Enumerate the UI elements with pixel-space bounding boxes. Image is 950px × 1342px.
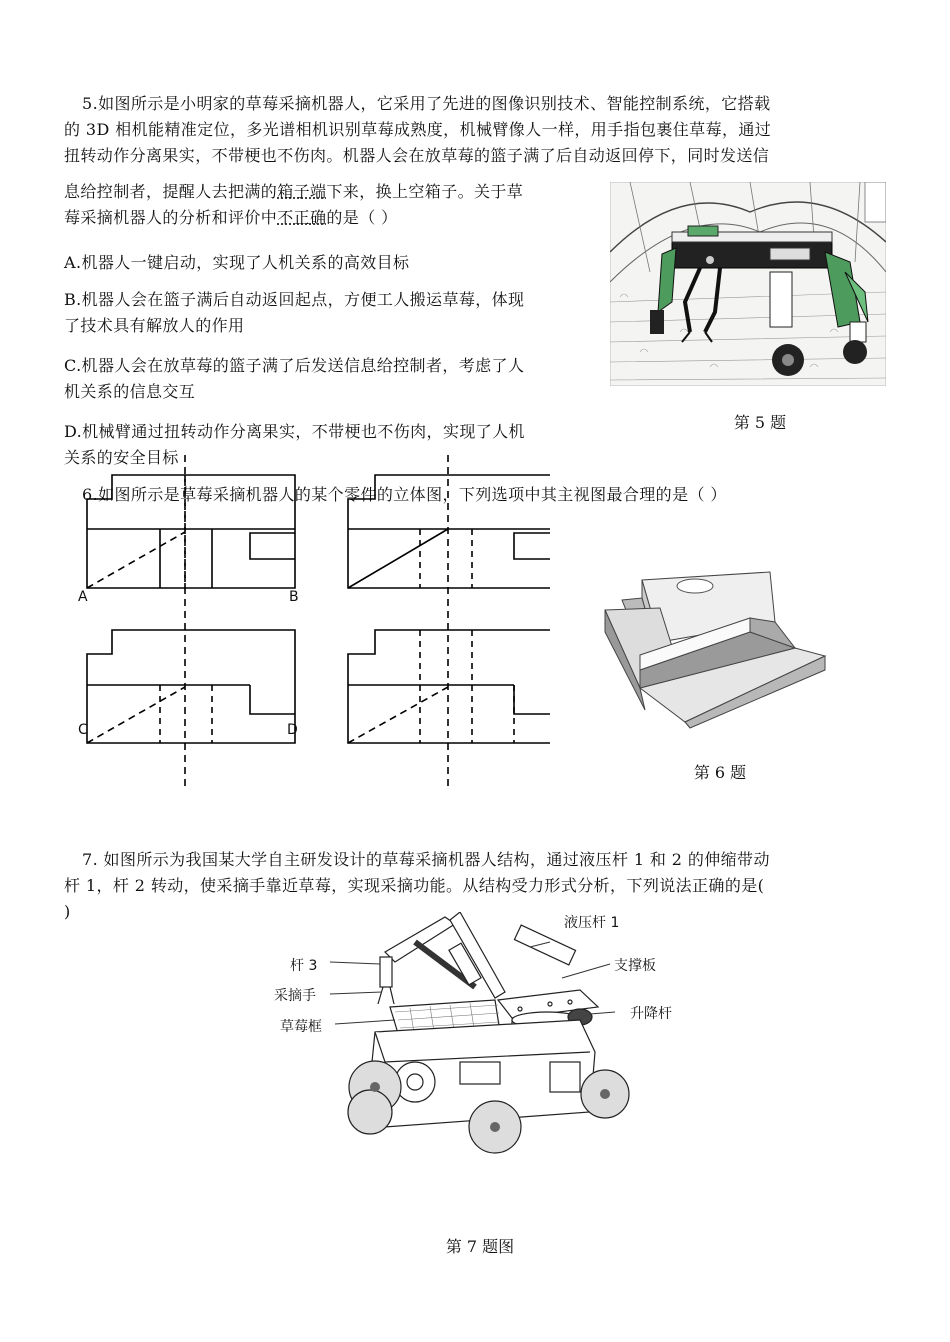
- q6-option-b-view: [348, 455, 550, 790]
- q6-label-b[interactable]: B: [289, 589, 299, 605]
- q6-label-c[interactable]: C: [78, 722, 88, 738]
- q5-line-5-end: 的是（ ）: [326, 208, 398, 227]
- q6-label-d[interactable]: D: [287, 722, 298, 738]
- q6-option-c-view: [87, 455, 295, 790]
- q5-caption: 第 5 题: [733, 413, 787, 432]
- q7-label-lift-rod: 升降杆: [630, 1006, 672, 1022]
- q7-label-strawberry-frame: 草莓框: [280, 1019, 322, 1035]
- q5-option-d-line-2[interactable]: 关系的安全目标: [64, 448, 179, 467]
- q5-emphasis-box: 箱子端: [277, 182, 327, 201]
- q7-line-1: 7. 如图所示为我国某大学自主研发设计的草莓采摘机器人结构，通过液压杆 1 和 2 的伸缩带动: [82, 850, 770, 869]
- q7-label-hydraulic-rod-1: 液压杆 1: [564, 915, 620, 931]
- q5-line-4-end: 下来，换上空箱子。关于草: [326, 182, 524, 201]
- q5-line-5-start: 莓采摘机器人的分析和评价中: [64, 208, 278, 227]
- q5-option-d-line-1[interactable]: D.机械臂通过扭转动作分离果实，不带梗也不伤肉，实现了人机: [64, 422, 525, 441]
- q6-option-a-view: [87, 475, 295, 588]
- q7-robot-structure-image: [250, 912, 690, 1162]
- q5-robot-image: [610, 182, 886, 386]
- q5-line-4-start: 息给控制者，提醒人去把满的: [64, 182, 278, 201]
- q5-option-b-line-2[interactable]: 了技术具有解放人的作用: [64, 316, 245, 335]
- q5-line-4: [64, 178, 523, 205]
- q7-label-picking-hand: 采摘手: [274, 988, 316, 1004]
- q5-emphasis-incorrect: 不正确: [277, 208, 327, 227]
- q6-option-d-view: [348, 630, 550, 743]
- q5-line-1: 5.如图所示是小明家的草莓采摘机器人，它采用了先进的图像识别技术、智能控制系统，它搭载: [82, 94, 771, 113]
- q5-option-a[interactable]: A.机器人一键启动，实现了人机关系的高效目标: [64, 253, 410, 272]
- q7-label-rod-3: 杆 3: [290, 958, 318, 974]
- q6-options-drawing: [70, 455, 550, 790]
- q5-option-c-line-1[interactable]: C.机器人会在放草莓的篮子满了后发送信息给控制者，考虑了人: [64, 356, 525, 375]
- q5-option-b-line-1[interactable]: B.机器人会在篮子满后自动返回起点，方便工人搬运草莓，体现: [64, 290, 525, 309]
- q6-3d-part-image: [600, 560, 830, 730]
- q7-caption: 第 7 题图: [445, 1237, 515, 1256]
- q5-line-3: 扭转动作分离果实，不带梗也不伤肉。机器人会在放草莓的篮子满了后自动返回停下，同时发送信: [64, 146, 770, 165]
- q7-line-3: ): [64, 902, 71, 921]
- q5-line-5: [64, 204, 398, 231]
- q7-line-2: 杆 1，杆 2 转动，使采摘手靠近草莓，实现采摘功能。从结构受力形式分析，下列说法正确的是(: [64, 876, 765, 895]
- q6-label-a[interactable]: A: [78, 589, 88, 605]
- q6-caption: 第 6 题: [693, 763, 747, 782]
- q7-label-support-plate: 支撑板: [614, 958, 656, 974]
- q5-line-2: 的 3D 相机能精准定位，多光谱相机识别草莓成熟度，机械臂像人一样，用手指包裹住草莓，通过: [64, 120, 772, 139]
- q5-option-c-line-2[interactable]: 机关系的信息交互: [64, 382, 196, 401]
- q6-stem: 6.如图所示是草莓采摘机器人的某个零件的立体图，下列选项中其主视图最合理的是（ ）: [82, 485, 727, 504]
